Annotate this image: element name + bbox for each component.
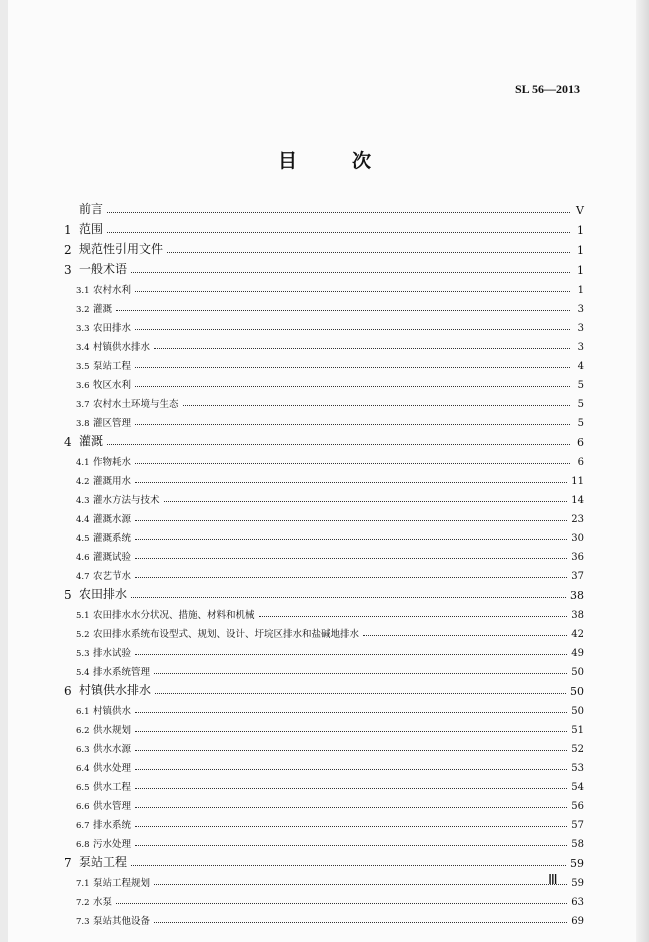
toc-entry-page: 5 <box>577 418 584 429</box>
toc-entry-number: 6.1 <box>76 707 90 717</box>
toc-entry-label: 灌区管理 <box>93 418 132 429</box>
toc-entry-label: 牧区水利 <box>93 380 132 391</box>
toc-entry-number: 3.4 <box>76 343 90 353</box>
toc-entry-number: 6.8 <box>76 840 90 850</box>
toc-leader-dots <box>135 539 567 540</box>
toc-entry-page: 59 <box>571 878 584 889</box>
toc-entry[interactable] <box>62 736 584 755</box>
toc-entry[interactable] <box>62 621 584 640</box>
toc-leader-dots <box>131 597 566 598</box>
toc-entry-label: 供水管理 <box>93 801 132 812</box>
toc-entry-number: 5.4 <box>76 668 90 678</box>
toc-entry[interactable] <box>62 296 584 315</box>
toc-entry-number: 4.2 <box>76 477 90 487</box>
toc-entry-page: 1 <box>577 264 584 277</box>
toc-entry-page: 14 <box>571 495 584 506</box>
toc-entry-page: 38 <box>571 610 584 621</box>
toc-entry[interactable] <box>62 197 584 217</box>
toc-entry[interactable] <box>62 315 584 334</box>
toc-entry-page: 38 <box>570 589 584 602</box>
toc-entry-page: 1 <box>577 244 584 257</box>
toc-entry-label: 排水系统管理 <box>93 667 151 678</box>
toc-leader-dots <box>167 252 570 253</box>
toc-entry-number: 7.1 <box>76 879 90 889</box>
toc-entry[interactable] <box>62 391 584 410</box>
toc-entry-number: 4.7 <box>76 572 90 582</box>
toc-leader-dots <box>135 463 570 464</box>
toc-entry[interactable] <box>62 506 584 525</box>
toc-leader-dots <box>135 386 570 387</box>
toc-entry-number: 6.3 <box>76 745 90 755</box>
toc-entry-number: 6.2 <box>76 726 90 736</box>
toc-entry-page: 1 <box>577 224 584 237</box>
toc-entry-number: 3.2 <box>76 305 90 315</box>
toc-entry[interactable] <box>62 717 584 736</box>
toc-entry-page: Ⅴ <box>576 204 584 217</box>
toc-entry-label: 灌水方法与技术 <box>93 495 160 506</box>
toc-leader-dots <box>155 693 566 694</box>
toc-entry-number: 4.3 <box>76 496 90 506</box>
toc-entry-page: 3 <box>577 342 584 353</box>
toc-leader-dots <box>107 212 570 213</box>
toc-entry[interactable] <box>62 698 584 717</box>
toc-entry-page: 49 <box>571 648 584 659</box>
toc-entry-number: 4.1 <box>76 458 90 468</box>
toc-leader-dots <box>164 501 568 502</box>
toc-entry[interactable] <box>62 429 584 449</box>
toc-entry[interactable] <box>62 563 584 582</box>
toc-entry-page: 3 <box>577 304 584 315</box>
toc-entry-label: 供水工程 <box>93 782 132 793</box>
toc-entry-label: 灌溉系统 <box>93 533 132 544</box>
toc-entry-page: 50 <box>570 685 584 698</box>
toc-leader-dots <box>135 731 567 732</box>
toc-entry[interactable] <box>62 582 584 602</box>
toc-leader-dots <box>363 635 567 636</box>
toc-entry-number: 6.4 <box>76 764 90 774</box>
toc-entry-label: 排水试验 <box>93 648 132 659</box>
toc-entry[interactable] <box>62 908 584 927</box>
toc-entry-page: 51 <box>571 725 584 736</box>
toc-entry-number: 2 <box>64 243 72 257</box>
page-edge-shadow <box>636 0 649 942</box>
page-title: 目 次 <box>277 150 389 172</box>
toc-entry-page: 57 <box>571 820 584 831</box>
toc-entry-label: 农田排水水分状况、措施、材料和机械 <box>93 610 255 621</box>
toc-entry-label: 泵站工程 <box>93 361 132 372</box>
toc-entry[interactable] <box>62 237 584 257</box>
toc-leader-dots <box>259 616 568 617</box>
toc-leader-dots <box>183 405 570 406</box>
toc-leader-dots <box>154 673 567 674</box>
toc-entry-number: 5.2 <box>76 630 90 640</box>
toc-entry-page: 37 <box>571 571 584 582</box>
toc-entry[interactable] <box>62 334 584 353</box>
toc-entry-label: 泵站工程规划 <box>93 878 151 889</box>
toc-leader-dots <box>131 865 566 866</box>
toc-entry-label: 村镇供水排水 <box>93 342 151 353</box>
toc-entry[interactable] <box>62 889 584 908</box>
toc-entry[interactable] <box>62 410 584 429</box>
document-code: SL 56—2013 <box>514 82 580 96</box>
toc-entry[interactable] <box>62 257 584 277</box>
toc-entry[interactable] <box>62 678 584 698</box>
toc-entry-label: 灌溉 <box>79 434 104 448</box>
toc-entry-label: 村镇供水排水 <box>79 683 152 697</box>
toc-leader-dots <box>135 769 567 770</box>
toc-leader-dots <box>135 826 567 827</box>
toc-leader-dots <box>135 520 567 521</box>
toc-entry-number: 3.3 <box>76 324 90 334</box>
toc-entry-number: 4.4 <box>76 515 90 525</box>
toc-entry-label: 灌溉用水 <box>93 476 132 487</box>
toc-entry-number: 6.5 <box>76 783 90 793</box>
toc-entry-number: 3 <box>64 263 72 277</box>
toc-entry-label: 一般术语 <box>79 262 128 276</box>
toc-entry[interactable] <box>62 755 584 774</box>
toc-leader-dots <box>107 444 570 445</box>
toc-entry-label: 农村水土环境与生态 <box>93 399 179 410</box>
toc-entry-number: 6.7 <box>76 821 90 831</box>
toc-entry-page: 1 <box>577 285 584 296</box>
toc-leader-dots <box>135 558 567 559</box>
toc-entry-page: 5 <box>577 380 584 391</box>
toc-entry[interactable] <box>62 774 584 793</box>
toc-entry-label: 水泵 <box>93 897 113 908</box>
toc-entry-number: 6.6 <box>76 802 90 812</box>
toc-entry-page: 3 <box>577 323 584 334</box>
toc-entry-page: 42 <box>571 629 584 640</box>
toc-entry[interactable] <box>62 659 584 678</box>
toc-entry-number: 5.1 <box>76 611 90 621</box>
toc-entry-number: 1 <box>64 223 72 237</box>
toc-entry[interactable] <box>62 602 584 621</box>
toc-entry-label: 村镇供水 <box>93 706 132 717</box>
toc-entry[interactable] <box>62 487 584 506</box>
toc-entry-page: 54 <box>571 782 584 793</box>
toc-entry-page: 6 <box>577 457 584 468</box>
toc-entry[interactable] <box>62 544 584 563</box>
toc-entry-number: 3.6 <box>76 381 90 391</box>
toc-entry-number: 5.3 <box>76 649 90 659</box>
toc-leader-dots <box>135 577 567 578</box>
toc-entry-label: 前言 <box>79 202 104 216</box>
toc-entry-page: 50 <box>571 706 584 717</box>
toc-entry[interactable] <box>62 793 584 812</box>
toc-entry-label: 规范性引用文件 <box>79 242 164 256</box>
toc-leader-dots <box>154 884 567 885</box>
toc-entry-page: 6 <box>577 436 584 449</box>
toc-leader-dots <box>135 482 567 483</box>
toc-leader-dots <box>116 903 567 904</box>
toc-entry[interactable] <box>62 812 584 831</box>
toc-entry-page: 69 <box>571 916 584 927</box>
toc-entry-page: 30 <box>571 533 584 544</box>
toc-entry[interactable] <box>62 640 584 659</box>
toc-entry[interactable] <box>62 449 584 468</box>
toc-entry-label: 农艺节水 <box>93 571 132 582</box>
toc-entry-page: 23 <box>571 514 584 525</box>
toc-leader-dots <box>107 232 570 233</box>
toc-entry[interactable] <box>62 850 584 870</box>
toc-entry-number: 3.7 <box>76 400 90 410</box>
toc-entry-number: 5 <box>64 588 72 602</box>
toc-entry-label: 供水规划 <box>93 725 132 736</box>
toc-entry-page: 56 <box>571 801 584 812</box>
toc-entry[interactable] <box>62 277 584 296</box>
page-number-footer: Ⅲ <box>548 873 558 888</box>
toc-entry-page: 11 <box>571 476 584 487</box>
toc-entry-page: 52 <box>571 744 584 755</box>
toc-leader-dots <box>135 845 567 846</box>
toc-leader-dots <box>135 367 570 368</box>
toc-entry-page: 36 <box>571 552 584 563</box>
toc-entry-page: 4 <box>577 361 584 372</box>
toc-entry-number: 4 <box>64 435 72 449</box>
toc-entry[interactable] <box>62 831 584 850</box>
toc-entry-number: 7.2 <box>76 898 90 908</box>
toc-entry-label: 农田排水系统布设型式、规划、设计、圩垸区排水和盐碱地排水 <box>93 629 360 640</box>
toc-entry-label: 农田排水 <box>79 587 128 601</box>
toc-entry-label: 灌溉试验 <box>93 552 132 563</box>
toc-entry-label: 污水处理 <box>93 839 132 850</box>
toc-entry-page: 63 <box>571 897 584 908</box>
toc-entry-page: 5 <box>577 399 584 410</box>
toc-leader-dots <box>135 424 570 425</box>
toc-entry[interactable] <box>62 468 584 487</box>
toc-leader-dots <box>135 291 570 292</box>
toc-leader-dots <box>154 922 567 923</box>
toc-entry-label: 供水水源 <box>93 744 132 755</box>
toc-leader-dots <box>116 310 570 311</box>
toc-entry-label: 灌溉水源 <box>93 514 132 525</box>
toc-entry-page: 53 <box>571 763 584 774</box>
toc-entry-label: 泵站工程 <box>79 855 128 869</box>
toc-leader-dots <box>135 329 570 330</box>
toc-leader-dots <box>135 788 567 789</box>
toc-entry-page: 50 <box>571 667 584 678</box>
toc-entry-label: 泵站其他设备 <box>93 916 151 927</box>
toc-entry-label: 排水系统 <box>93 820 132 831</box>
toc-entry-page: 58 <box>571 839 584 850</box>
toc-entry-number: 3.8 <box>76 419 90 429</box>
toc-entry-label: 农田排水 <box>93 323 132 334</box>
toc-entry-label: 农村水利 <box>93 285 132 296</box>
toc-entry-number: 4.6 <box>76 553 90 563</box>
toc-leader-dots <box>131 272 570 273</box>
toc-entry-number: 4.5 <box>76 534 90 544</box>
toc-entry[interactable] <box>62 870 584 889</box>
table-of-contents <box>62 197 584 927</box>
toc-entry-number: 3.1 <box>76 286 90 296</box>
toc-entry-label: 供水处理 <box>93 763 132 774</box>
toc-entry-label: 范围 <box>79 222 104 236</box>
toc-leader-dots <box>154 348 570 349</box>
toc-entry-number: 7.3 <box>76 917 90 927</box>
toc-entry-number: 3.5 <box>76 362 90 372</box>
toc-entry-page: 59 <box>570 857 584 870</box>
toc-entry-number: 6 <box>64 684 72 698</box>
toc-entry-label: 作物耗水 <box>93 457 132 468</box>
toc-entry-number: 7 <box>64 856 72 870</box>
toc-entry[interactable] <box>62 372 584 391</box>
toc-entry[interactable] <box>62 353 584 372</box>
toc-entry-label: 灌溉 <box>93 304 113 315</box>
toc-leader-dots <box>135 807 567 808</box>
toc-entry[interactable] <box>62 217 584 237</box>
toc-leader-dots <box>135 654 567 655</box>
toc-leader-dots <box>135 750 567 751</box>
toc-leader-dots <box>135 712 567 713</box>
toc-entry[interactable] <box>62 525 584 544</box>
